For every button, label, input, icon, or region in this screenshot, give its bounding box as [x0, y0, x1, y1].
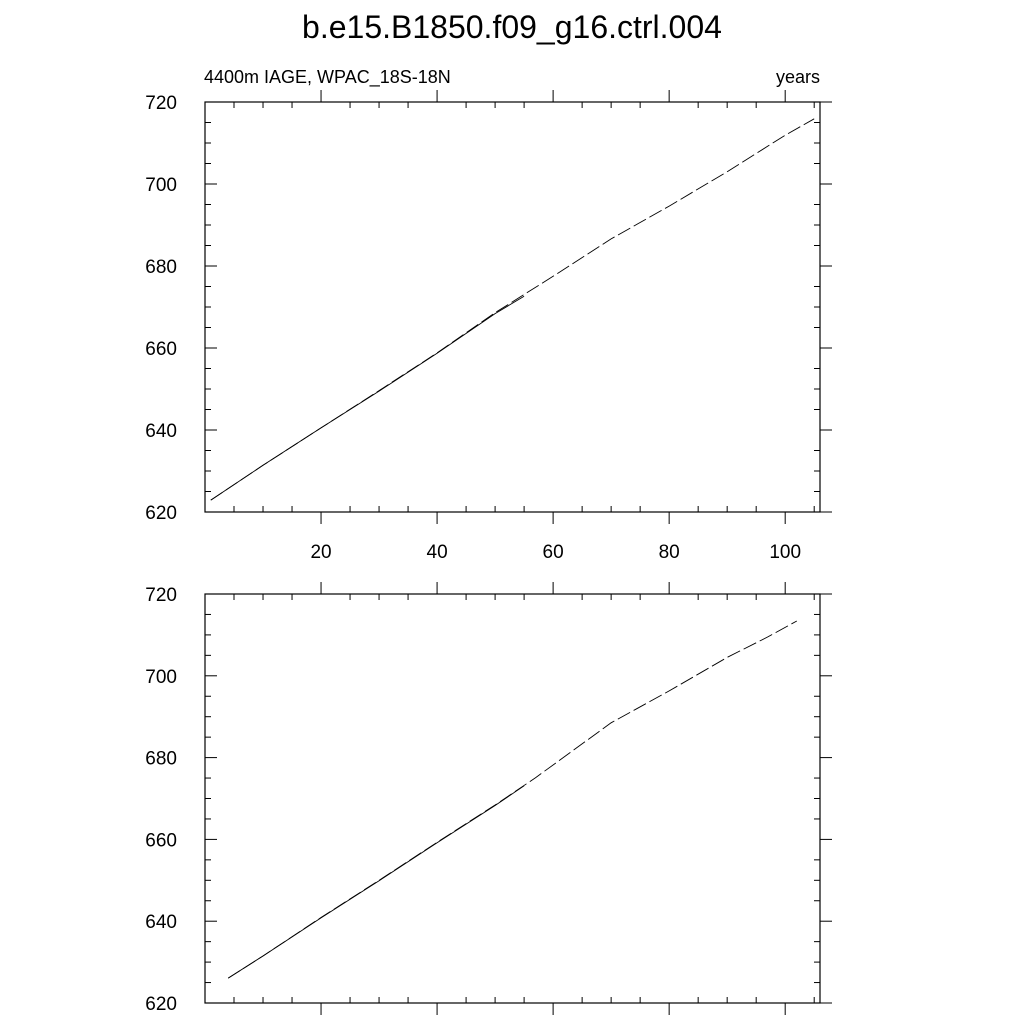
panel-2-series-1-dashed-line — [228, 621, 797, 978]
panel-1-series-1-dashed-line — [211, 119, 814, 500]
panel-1-x-tick-label: 40 — [426, 542, 448, 563]
panel-1-left-label: 4400m IAGE, WPAC_18S-18N — [204, 67, 451, 87]
panel-2-y-tick-label: 620 — [145, 994, 177, 1015]
panel-1-y-tick-label: 640 — [145, 421, 177, 442]
panel-2-y-tick-label: 640 — [145, 912, 177, 934]
panel-1-x-tick-label: 80 — [658, 542, 680, 563]
panel-1-y-tick-label: 680 — [145, 257, 177, 278]
panel-2-plot — [145, 582, 832, 1015]
panel-2-frame — [205, 594, 820, 1003]
panel-1-x-tick-label: 100 — [769, 542, 802, 563]
panel-1-frame — [205, 102, 820, 512]
panel-1-plot — [145, 90, 832, 563]
panel-2-y-tick-label: 700 — [145, 666, 177, 688]
panel-1-y-tick-label: 720 — [145, 93, 177, 114]
figure-title: b.e15.B1850.f09_g16.ctrl.004 — [302, 9, 722, 45]
panel-1-right-label: years — [775, 67, 820, 87]
panel-2-y-tick-label: 660 — [145, 830, 177, 852]
panel-2-y-tick-label: 680 — [145, 748, 177, 770]
panel-1-x-tick-label: 20 — [310, 542, 332, 563]
panel-1-x-tick-label: 60 — [542, 542, 564, 563]
panel-1-series-2-solid-line — [211, 296, 524, 500]
panel-2-y-tick-label: 720 — [145, 585, 177, 606]
panel-1-y-tick-label: 620 — [145, 503, 177, 524]
panel-1-y-tick-label: 660 — [145, 339, 177, 360]
panel-1-y-tick-label: 700 — [145, 175, 177, 196]
